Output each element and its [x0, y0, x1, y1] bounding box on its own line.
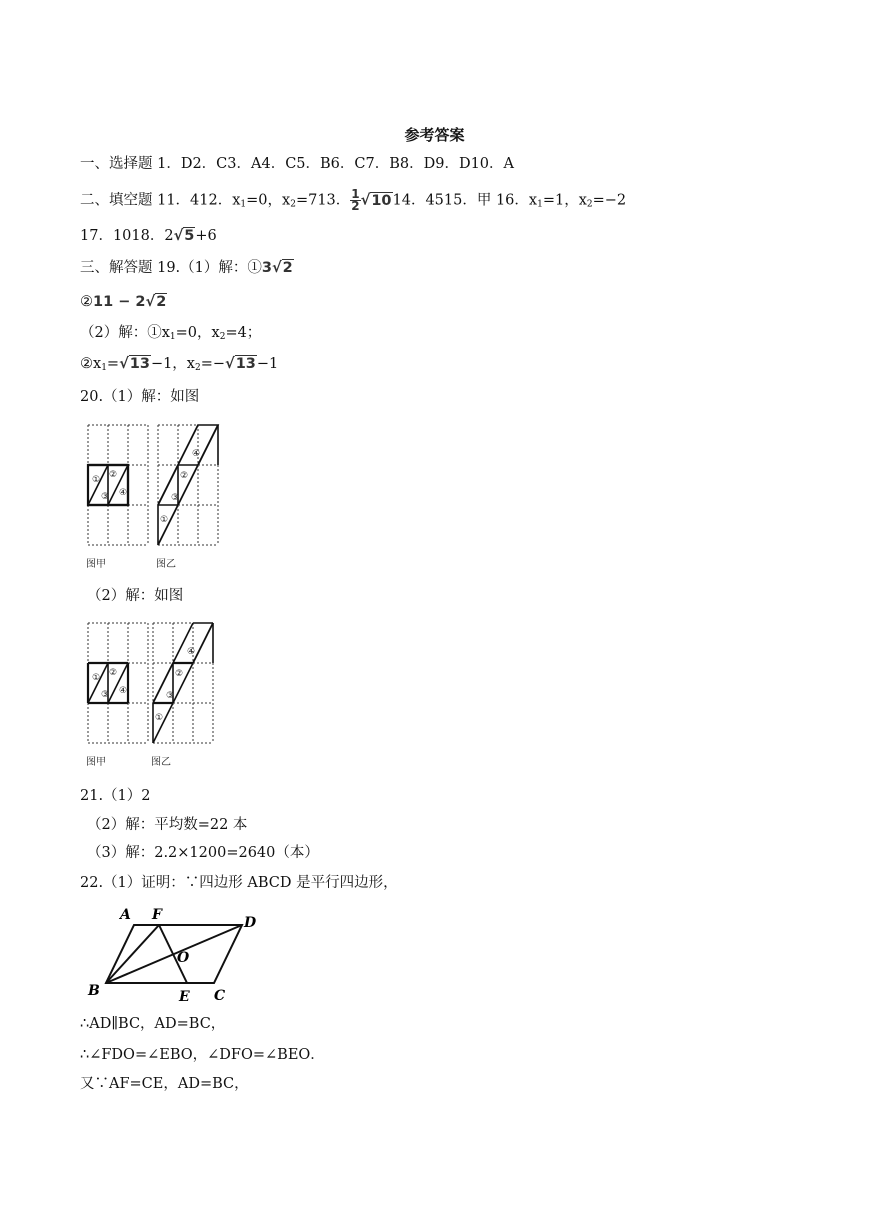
svg-text:③: ③	[166, 691, 175, 701]
svg-text:④: ④	[192, 449, 201, 459]
proof-22-1: 22.（1）证明：∵四边形 ABCD 是平行四边形，	[80, 875, 398, 891]
answer-21-1: 21.（1）2	[80, 788, 151, 804]
solution-19-1-2: ②11 − 2√2	[80, 294, 167, 310]
proof-22-2: ∴AD∥BC，AD=BC，	[80, 1016, 226, 1032]
svg-text:①: ①	[92, 673, 101, 683]
fill-blank-answers: 二、填空题 11．412．$x_1=0$，$x_2=713$． $\frac{1}{2}$ √1014．4515．甲 16．$x_1=1$，$x_2=-2$	[80, 187, 627, 213]
svg-text:①: ①	[155, 713, 164, 723]
fig-label-n2: ②	[109, 470, 118, 480]
proof-22-4: 又∵AF=CE，AD=BC，	[80, 1076, 249, 1092]
fig-label-n3: ③	[101, 492, 110, 502]
point-D: D	[244, 915, 257, 931]
svg-text:①: ①	[160, 515, 169, 525]
fraction: $\frac{1}{2}$	[351, 187, 360, 213]
parallelogram-figure	[84, 903, 264, 1008]
fig-caption-jia: 图甲	[86, 559, 106, 570]
point-B: B	[88, 983, 100, 999]
fig-caption-yi: 图乙	[156, 559, 176, 570]
point-C: C	[214, 988, 226, 1004]
fig-label-n4: ④	[119, 488, 128, 498]
svg-text:②: ②	[180, 471, 189, 481]
point-O: O	[177, 950, 190, 966]
svg-text:图甲: 图甲	[86, 757, 106, 768]
point-F: F	[152, 907, 162, 923]
solution-20-2: （2）解：如图	[87, 588, 184, 604]
svg-text:④: ④	[119, 686, 128, 696]
svg-text:③: ③	[171, 493, 180, 503]
solution-19-2: （2）解：$①x_1=0$，$x_2=4$；	[80, 325, 262, 342]
svg-text:图乙: 图乙	[151, 757, 171, 768]
grid-figure-2	[84, 618, 224, 778]
grid-figure-1	[84, 420, 229, 580]
point-E: E	[179, 989, 190, 1005]
svg-text:②: ②	[175, 669, 184, 679]
svg-text:②: ②	[109, 668, 118, 678]
svg-text:③: ③	[101, 690, 110, 700]
solution-20-1: 20.（1）解：如图	[80, 389, 200, 405]
page-title: 参考答案	[404, 126, 465, 144]
point-A: A	[120, 907, 131, 923]
choice-answers: 一、选择题 1．D2．C3．A4．C5．B6．C7．B8．D9．D10．A	[80, 156, 515, 172]
svg-text:④: ④	[187, 647, 196, 657]
fig-label-n1: ①	[92, 475, 101, 485]
solution-19-2-2: $②x_1=√13-1$，$x_2=-√13-1$	[80, 356, 279, 373]
answer-17-18: 17．1018．2√5+6	[80, 228, 217, 244]
answer-21-2: （2）解：平均数=22 本	[87, 817, 248, 833]
proof-22-3: ∴∠FDO=∠EBO，∠DFO=∠BEO．	[80, 1047, 325, 1063]
answer-21-3: （3）解：2.2×1200=2640（本）	[87, 845, 319, 861]
solution-19-1: 三、解答题 19.（1）解：①3√2	[80, 260, 293, 276]
